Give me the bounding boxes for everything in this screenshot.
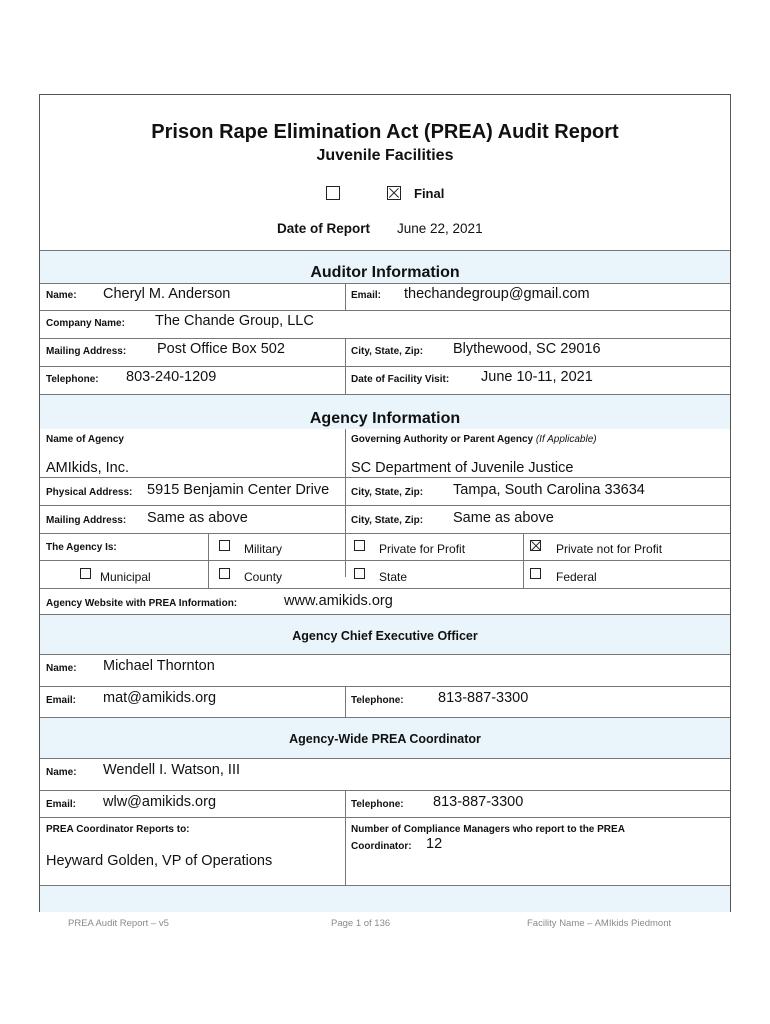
- reports-to: Heyward Golden, VP of Operations: [46, 853, 273, 869]
- private-not-for-profit-label: Private not for Profit: [556, 542, 663, 556]
- agency-city: Tampa, South Carolina 33634: [453, 482, 645, 498]
- governing-authority-label: Governing Authority or Parent Agency (If Applicable): [351, 434, 597, 445]
- federal-checkbox[interactable]: [530, 568, 541, 579]
- private-for-profit-checkbox[interactable]: [354, 540, 365, 551]
- ceo-name: Michael Thornton: [103, 658, 215, 674]
- auditor-phone-label: Telephone:: [46, 374, 99, 385]
- coordinator-phone: 813-887-3300: [433, 794, 524, 810]
- coordinator-name-label: Name:: [46, 767, 77, 778]
- coordinator-section-title: Agency-Wide PREA Coordinator: [289, 732, 481, 746]
- date-of-report-label: Date of Report: [277, 221, 371, 236]
- private-not-for-profit-checkbox[interactable]: [530, 540, 541, 551]
- governing-authority: SC Department of Juvenile Justice: [351, 460, 574, 476]
- agency-mailing-city: Same as above: [453, 510, 554, 526]
- agency-website[interactable]: www.amikids.org: [284, 593, 393, 609]
- physical-address-label: Physical Address:: [46, 487, 133, 498]
- county-label: County: [244, 570, 283, 584]
- ceo-phone-label: Telephone:: [351, 695, 404, 706]
- date-of-report-value: June 22, 2021: [397, 221, 483, 236]
- report-form: [39, 94, 731, 912]
- ceo-phone: 813-887-3300: [438, 690, 529, 706]
- final-label: Final: [414, 186, 445, 201]
- report-subtitle: Juvenile Facilities: [316, 147, 454, 164]
- footer-facility-name: Facility Name – AMIkids Piedmont: [527, 918, 672, 929]
- auditor-mailing-label: Mailing Address:: [46, 346, 127, 357]
- facility-visit-label: Date of Facility Visit:: [351, 374, 450, 385]
- reports-to-label: PREA Coordinator Reports to:: [46, 824, 190, 835]
- coordinator-name: Wendell I. Watson, III: [103, 762, 240, 778]
- agency-mailing: Same as above: [147, 510, 248, 526]
- agency-city-label: City, State, Zip:: [351, 487, 424, 498]
- ceo-email-label: Email:: [46, 695, 77, 706]
- company-name: The Chande Group, LLC: [155, 313, 314, 329]
- auditor-email-label: Email:: [351, 290, 382, 301]
- interim-checkbox[interactable]: [326, 186, 340, 200]
- municipal-label: Municipal: [100, 570, 151, 584]
- compliance-managers-label-1: Number of Compliance Managers who report to the PREA: [351, 824, 625, 835]
- footer-page-number: Page 1 of 136: [331, 918, 391, 929]
- agency-mailing-city-label: City, State, Zip:: [351, 515, 424, 526]
- municipal-checkbox[interactable]: [80, 568, 91, 579]
- facility-visit-date: June 10-11, 2021: [481, 369, 593, 385]
- private-for-profit-label: Private for Profit: [379, 542, 466, 556]
- auditor-city-label: City, State, Zip:: [351, 346, 424, 357]
- agency-name: AMIkids, Inc.: [46, 460, 129, 476]
- auditor-email: thechandegroup@gmail.com: [404, 286, 590, 302]
- state-label: State: [379, 570, 408, 584]
- auditor-name-label: Name:: [46, 290, 77, 301]
- federal-label: Federal: [556, 570, 597, 584]
- bottom-band: [40, 886, 730, 912]
- report-title: Prison Rape Elimination Act (PREA) Audit Report: [151, 121, 619, 143]
- coordinator-email-label: Email:: [46, 799, 77, 810]
- agency-name-label: Name of Agency: [46, 434, 124, 445]
- compliance-managers-label-2: Coordinator:: [351, 841, 412, 852]
- state-checkbox[interactable]: [354, 568, 365, 579]
- auditor-mailing: Post Office Box 502: [157, 341, 285, 357]
- ceo-email: mat@amikids.org: [103, 690, 217, 706]
- compliance-managers-count: 12: [426, 836, 443, 852]
- auditor-section-title: Auditor Information: [310, 264, 460, 281]
- auditor-phone: 803-240-1209: [126, 369, 217, 385]
- auditor-city: Blythewood, SC 29016: [453, 341, 601, 357]
- ceo-name-label: Name:: [46, 663, 77, 674]
- agency-section-title: Agency Information: [309, 410, 461, 427]
- military-checkbox[interactable]: [219, 540, 230, 551]
- agency-website-label: Agency Website with PREA Information:: [46, 598, 238, 609]
- ceo-section-title: Agency Chief Executive Officer: [292, 629, 478, 643]
- agency-type-label: The Agency Is:: [46, 542, 117, 553]
- company-name-label: Company Name:: [46, 318, 125, 329]
- physical-address: 5915 Benjamin Center Drive: [147, 482, 330, 498]
- coordinator-email: wlw@amikids.org: [103, 794, 217, 810]
- coordinator-phone-label: Telephone:: [351, 799, 404, 810]
- county-checkbox[interactable]: [219, 568, 230, 579]
- footer-version: PREA Audit Report – v5: [68, 918, 169, 929]
- agency-mailing-label: Mailing Address:: [46, 515, 127, 526]
- auditor-name: Cheryl M. Anderson: [103, 286, 231, 302]
- final-checkbox[interactable]: [387, 186, 401, 200]
- military-label: Military: [244, 542, 282, 556]
